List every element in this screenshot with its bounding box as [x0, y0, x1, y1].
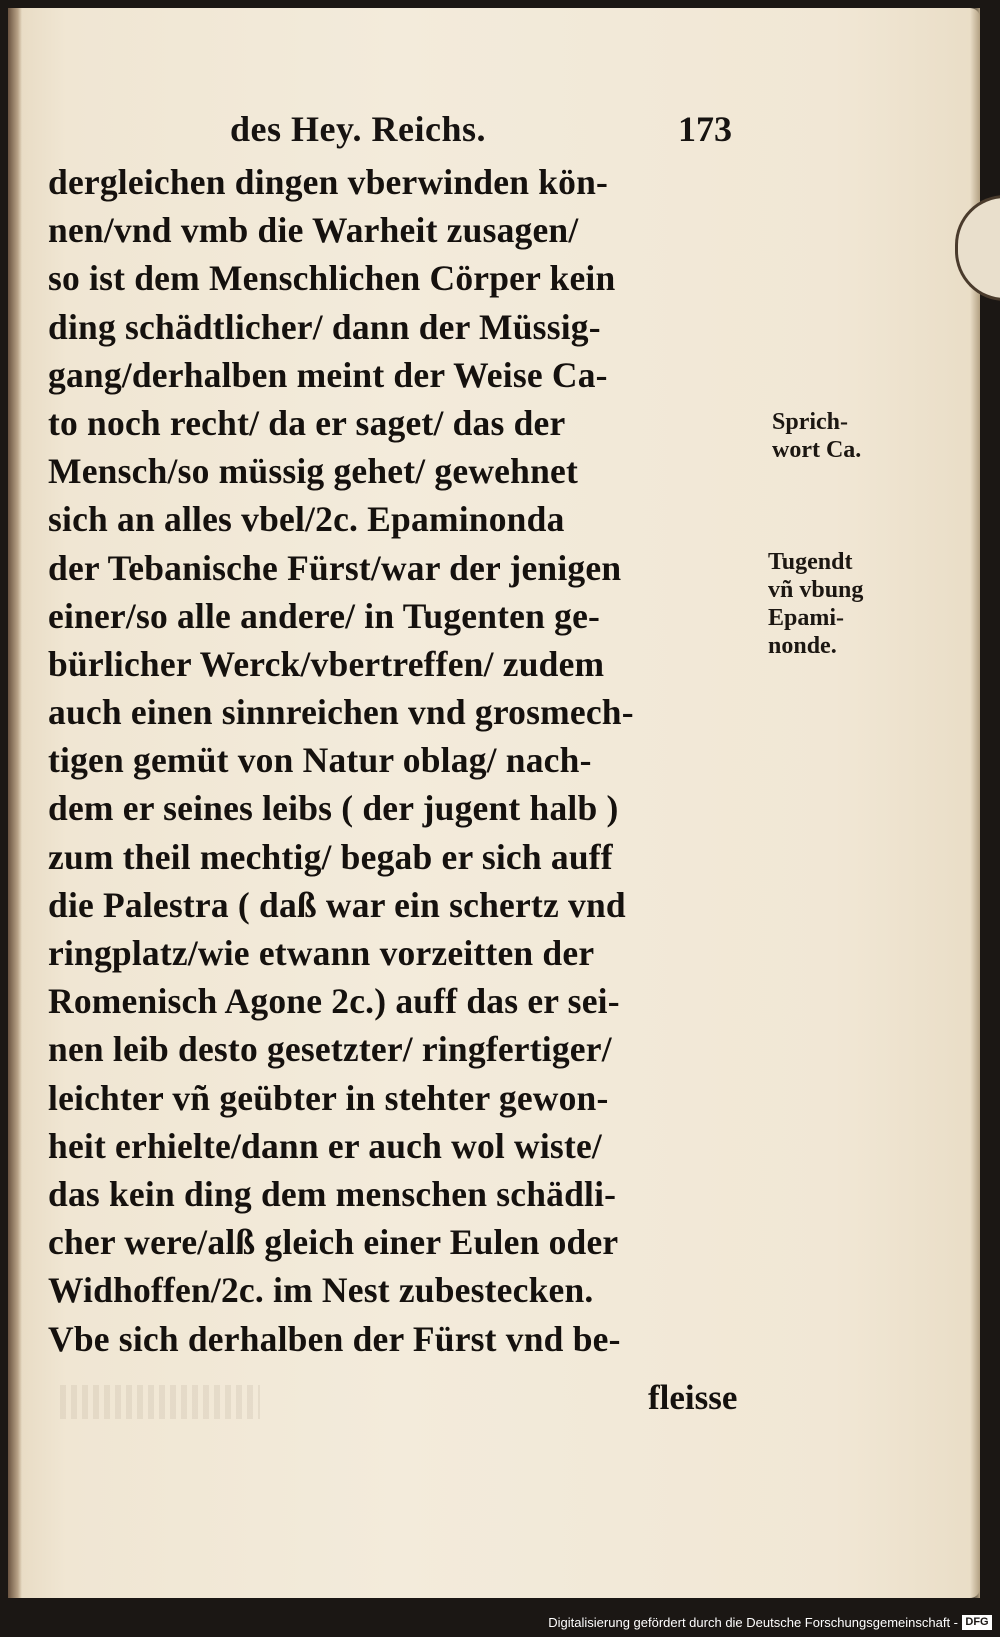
text-line: nen/vnd vmb die Warheit zusagen/ — [48, 210, 579, 251]
funding-credit: Digitalisierung gefördert durch die Deutsche Forschungsgemeinschaft - — [548, 1615, 958, 1630]
running-title: des Hey. Reichs. — [230, 109, 486, 149]
marginal-note-line: nonde. — [768, 633, 837, 659]
text-line: Romenisch Agone 2c.) auff das er sei- — [48, 981, 620, 1022]
text-line: der Tebanische Fürst/war der jenigen — [48, 547, 622, 588]
text-line: nen leib desto gesetzter/ ringfertiger/ — [48, 1029, 612, 1070]
text-line: so ist dem Menschlichen Cörper kein — [48, 258, 616, 299]
text-line: sich an alles vbel/2c. Epaminonda — [48, 499, 565, 540]
text-line: gang/derhalben meint der Weise Ca- — [48, 354, 608, 395]
text-line: Mensch/so müssig gehet/ gewehnet — [48, 451, 578, 492]
marginal-note-line: Epami- — [768, 605, 845, 631]
text-line: to noch recht/ da er saget/ das der — [48, 402, 566, 443]
text-line: dem er seines leibs ( der jugent halb ) — [48, 788, 619, 829]
bleed-through-shadow — [60, 1385, 260, 1419]
text-line: Widhoffen/2c. im Nest zubestecken. — [48, 1270, 594, 1311]
text-line: dergleichen dingen vberwinden kön- — [48, 162, 609, 202]
marginal-note-line: Tugendt — [768, 549, 853, 575]
text-line: tigen gemüt von Natur oblag/ nach- — [48, 740, 592, 781]
text-line: die Palestra ( daß war ein schertz vnd — [48, 884, 626, 925]
text-line: cher were/alß gleich einer Eulen oder — [48, 1222, 619, 1263]
text-line: das kein ding dem menschen schädli- — [48, 1173, 617, 1214]
text-line: auch einen sinnreichen vnd grosmech- — [48, 692, 634, 733]
marginal-note-line: vñ vbung — [768, 577, 864, 603]
catchword: fleisse — [648, 1378, 738, 1417]
text-line: einer/so alle andere/ in Tugenten ge- — [48, 595, 601, 636]
page-gutter — [8, 8, 22, 1598]
text-line: heit erhielte/dann er auch wol wiste/ — [48, 1125, 602, 1166]
digitization-footer — [0, 1610, 1000, 1637]
marginal-note-line: wort Ca. — [772, 437, 862, 463]
text-line: bürlicher Werck/vbertreffen/ zudem — [48, 643, 605, 684]
body-text — [48, 158, 768, 1363]
text-line: zum theil mechtig/ begab er sich auff — [48, 836, 613, 877]
text-line: leichter vñ geübter in stehter gewon- — [48, 1077, 609, 1118]
page-header — [218, 108, 738, 158]
marginal-note-virtue — [768, 548, 863, 660]
marginal-note-line: Sprich- — [772, 409, 849, 435]
text-line: ringplatz/wie etwann vorzeitten der — [48, 933, 595, 973]
text-line: ding schädtlicher/ dann der Müssig- — [48, 306, 601, 347]
marginal-note-proverb — [772, 408, 861, 464]
text-line: Vbe sich derhalben der Fürst vnd be- — [48, 1318, 621, 1359]
page-number: 173 — [678, 109, 732, 149]
dfg-logo: DFG — [962, 1615, 992, 1630]
